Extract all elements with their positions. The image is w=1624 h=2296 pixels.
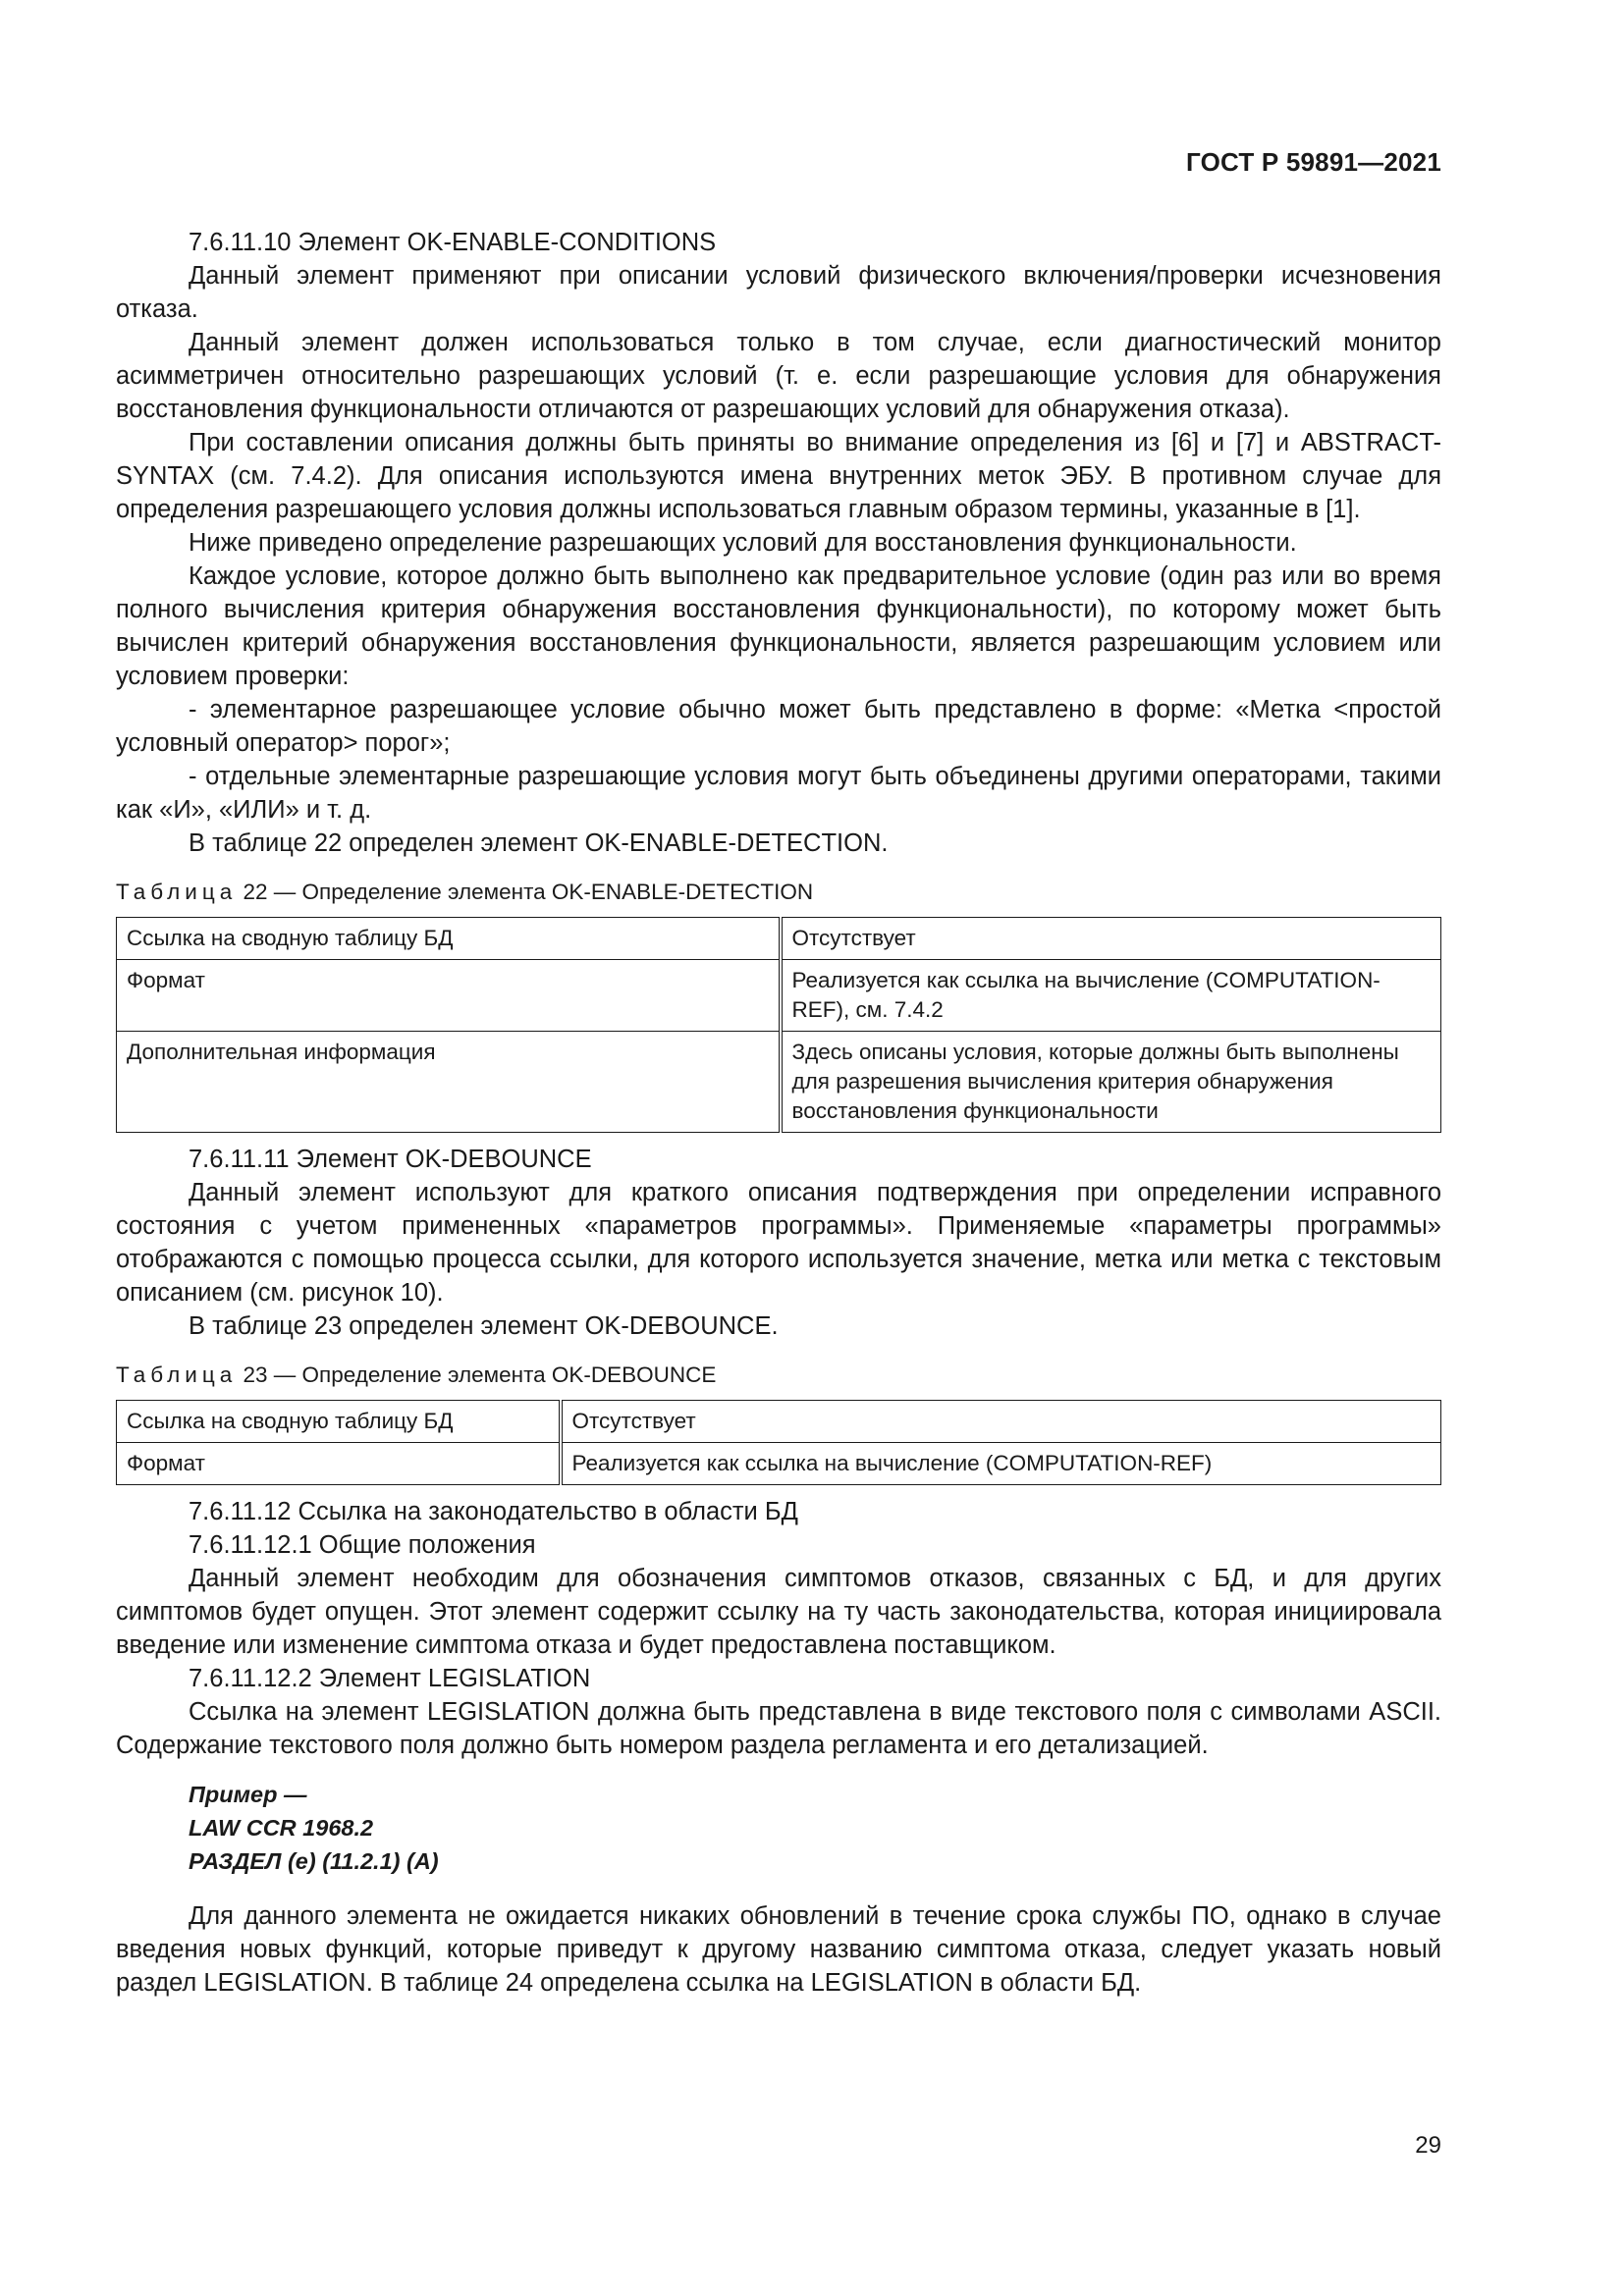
table-22: [116, 917, 1441, 1133]
table-caption-word: Таблица: [116, 1362, 238, 1387]
list-item: - элементарное разрешающее условие обычно может быть представлено в форме: «Метка <простой условный оператор> порог»;: [116, 696, 1441, 757]
table-caption-word: Таблица: [116, 880, 238, 904]
paragraph: Данный элемент необходим для обозначения симптомов отказов, связанных с БД, и для других симптомов будет опущен. Этот элемент содержит ссылку на ту часть законодательства, которая инициировала введение или изменение симптома отказа и будет предоставлена поставщиком.: [116, 1565, 1441, 1659]
paragraph: При составлении описания должны быть приняты во внимание определения из [6] и [7] и ABSTRACT-SYNTAX (см. 7.4.2). Для описания используются имена внутренних меток ЭБУ. В противном случае для определения разрешающего условия должны использоваться главным образом термины, указанные в [1].: [116, 429, 1441, 523]
section-heading-legislation-reference: 7.6.11.12 Ссылка на законодательство в области БД: [189, 1498, 798, 1525]
paragraph: В таблице 23 определен элемент OK-DEBOUNCE.: [189, 1312, 779, 1340]
paragraph: Каждое условие, которое должно быть выполнено как предварительное условие (один раз или во время полного вычисления критерия обнаружения восстановления функциональности), по которому может быть вычислен критерий обнаружения восстановления функциональности, является разрешающим условием или условием проверки:: [116, 562, 1441, 690]
table-cell-label: Ссылка на сводную таблицу БД: [117, 1401, 561, 1443]
table-cell-value: Реализуется как ссылка на вычисление (COMPUTATION-REF), см. 7.4.2: [781, 960, 1441, 1032]
table-cell-value: Отсутствует: [561, 1401, 1441, 1443]
document-body: [116, 226, 1441, 2000]
table-23-caption: [116, 1361, 1441, 1390]
table-row: [117, 1032, 1441, 1133]
table-caption-title: 23 — Определение элемента OK-DEBOUNCE: [237, 1362, 717, 1387]
page-number: 29: [1415, 2132, 1441, 2159]
table-row: [117, 960, 1441, 1032]
example-section: РАЗДЕЛ (е) (11.2.1) (А): [189, 1848, 439, 1874]
paragraph: Ниже приведено определение разрешающих условий для восстановления функциональности.: [189, 529, 1297, 557]
table-cell-value: Реализуется как ссылка на вычисление (COMPUTATION-REF): [561, 1443, 1441, 1485]
table-cell-value: Здесь описаны условия, которые должны быть выполнены для разрешения вычисления критерия обнаружения восстановления функциональности: [781, 1032, 1441, 1133]
document-standard-id: ГОСТ Р 59891—2021: [1186, 147, 1441, 177]
table-row: [117, 918, 1441, 960]
paragraph: Данный элемент используют для краткого описания подтверждения при определении исправного состояния с учетом примененных «параметров программы». Применяемые «параметры программы» отображаются с помощью процесса ссылки, для которого используется значение, метка или метка с текстовым описанием (см. рисунок 10).: [116, 1179, 1441, 1307]
table-row: [117, 1401, 1441, 1443]
paragraph: Данный элемент должен использоваться только в том случае, если диагностический монитор асимметричен относительно разрешающих условий (т. е. если разрешающие условия для обнаружения восстановления функциональности отличаются от разрешающих условий для обнаружения отказа).: [116, 329, 1441, 423]
paragraph: В таблице 22 определен элемент OK-ENABLE-DETECTION.: [189, 829, 889, 857]
subsection-heading-legislation: 7.6.11.12.2 Элемент LEGISLATION: [189, 1665, 591, 1692]
table-cell-value: Отсутствует: [781, 918, 1441, 960]
list-item: - отдельные элементарные разрешающие условия могут быть объединены другими операторами, такими как «И», «ИЛИ» и т. д.: [116, 763, 1441, 824]
table-caption-title: 22 — Определение элемента OK-ENABLE-DETECTION: [237, 880, 814, 904]
example-law: LAW CCR 1968.2: [189, 1815, 374, 1841]
example-block: [116, 1778, 1441, 1878]
table-23: [116, 1400, 1441, 1485]
table-cell-label: Ссылка на сводную таблицу БД: [117, 918, 781, 960]
subsection-heading-general: 7.6.11.12.1 Общие положения: [189, 1531, 536, 1559]
example-label: Пример —: [189, 1782, 307, 1807]
section-heading-ok-debounce: 7.6.11.11 Элемент OK-DEBOUNCE: [189, 1146, 592, 1173]
paragraph: Ссылка на элемент LEGISLATION должна быть представлена в виде текстового поля с символами ASCII. Содержание текстового поля должно быть номером раздела регламента и его детализацией.: [116, 1698, 1441, 1759]
paragraph: Данный элемент применяют при описании условий физического включения/проверки исчезновения отказа.: [116, 262, 1441, 323]
section-heading-ok-enable-conditions: 7.6.11.10 Элемент OK-ENABLE-CONDITIONS: [189, 229, 717, 256]
paragraph: Для данного элемента не ожидается никаких обновлений в течение срока службы ПО, однако в случае введения новых функций, которые приведут к другому названию симптома отказа, следует указать новый раздел LEGISLATION. В таблице 24 определена ссылка на LEGISLATION в области БД.: [116, 1902, 1441, 1997]
table-cell-label: Дополнительная информация: [117, 1032, 781, 1133]
table-row: [117, 1443, 1441, 1485]
table-cell-label: Формат: [117, 960, 781, 1032]
table-cell-label: Формат: [117, 1443, 561, 1485]
table-22-caption: [116, 878, 1441, 907]
